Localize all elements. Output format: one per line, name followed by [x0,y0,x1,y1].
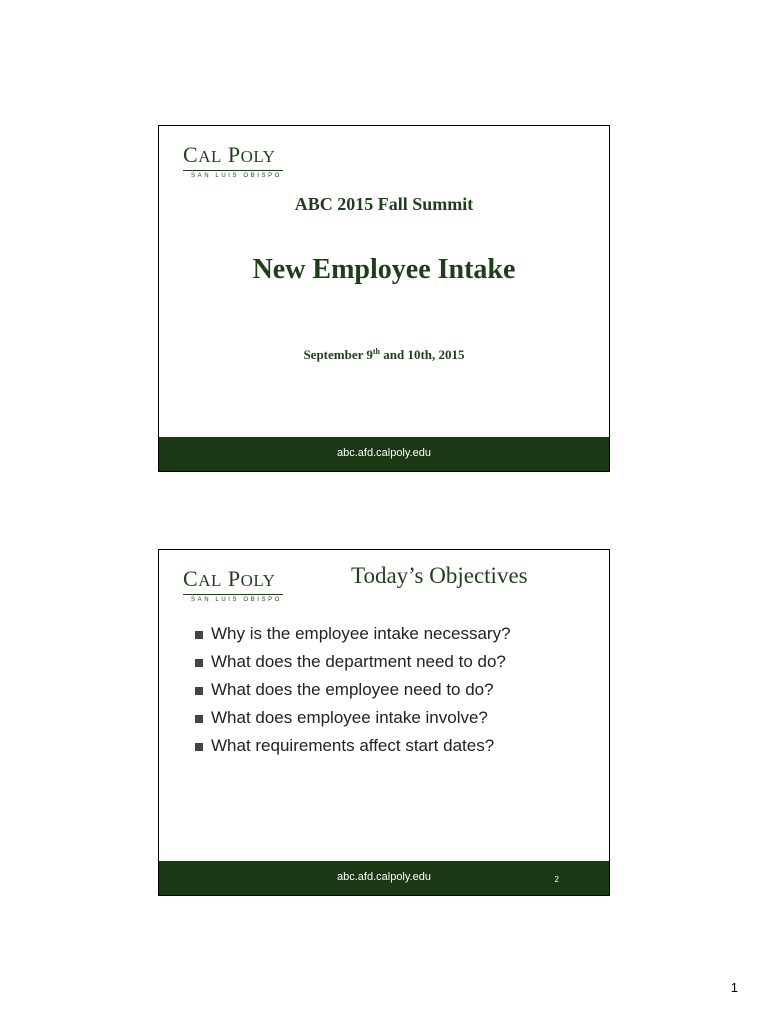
logo-wordmark: CAL POLY [183,142,276,167]
square-bullet-icon [195,687,203,695]
logo-rule [183,594,283,595]
logo-subtitle: SAN LUIS OBISPO [191,597,283,603]
footer-url: abc.afd.calpoly.edu [337,871,431,883]
slide-title: New Employee Intake [252,254,516,285]
cal-poly-logo [183,143,285,179]
square-bullet-icon [195,659,203,667]
slide-footer [159,861,609,895]
list-item: What does employee intake involve? [195,704,511,732]
list-item: What does the employee need to do? [195,676,511,704]
square-bullet-icon [195,631,203,639]
slide-2 [158,549,610,896]
objectives-list [195,620,511,760]
list-item: What does the department need to do? [195,648,511,676]
slide-number: 2 [554,875,559,884]
event-dates: September 9th and 10th, 2015 [303,347,465,362]
footer-url: abc.afd.calpoly.edu [337,447,431,459]
logo-rule [183,170,283,171]
list-item: What requirements affect start dates? [195,732,511,760]
slide-1 [158,125,610,472]
list-item: Why is the employee intake necessary? [195,620,511,648]
square-bullet-icon [195,743,203,751]
page-number: 1 [730,980,738,995]
summit-heading: ABC 2015 Fall Summit [294,194,474,214]
slide-title: Today’s Objectives [351,563,528,588]
slide-footer [159,437,609,471]
logo-subtitle: SAN LUIS OBISPO [191,173,283,179]
logo-wordmark: CAL POLY [183,566,276,591]
square-bullet-icon [195,715,203,723]
cal-poly-logo [183,567,285,603]
